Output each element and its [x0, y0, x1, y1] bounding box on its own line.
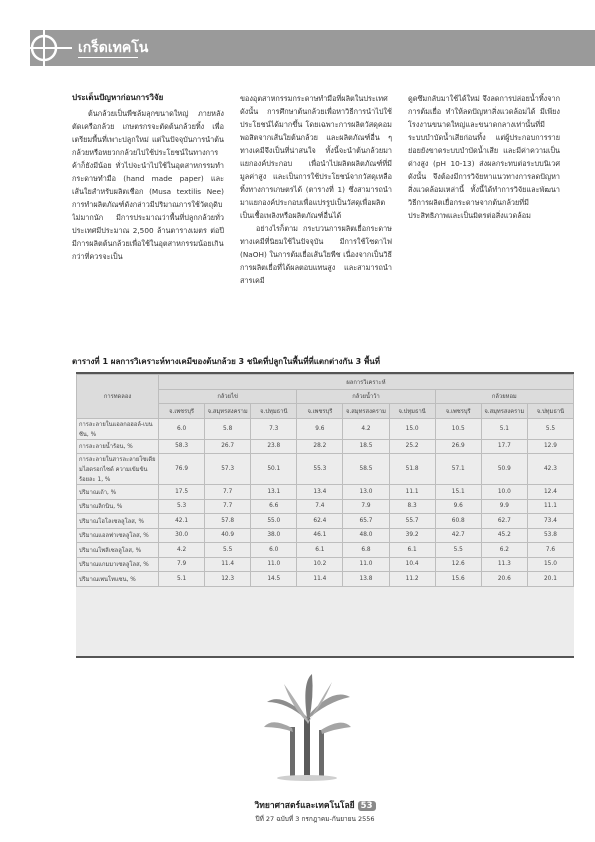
table-cell: 13.1 — [251, 485, 297, 500]
paragraph: ต้นกล้วยเป็นพืชล้มลุกขนาดใหญ่ ภายหลังตัดเครือกล้วย เกษตรกรจะตัดต้นกล้วยทิ้ง เพื่อเตรียมพื้นที่เพาะปลูกใหม่ แต่ในปัจจุบันการนำต้นกล้วยหรือหยวกกล้วยไปใช้ประโยชน์ในทางการค้าก็ยังมีน้อย ทั่วไปจะนำไปใช้ในอุตสาหกรรมทำกระดาษทำมือ (hand made paper) และเส้นใยสำหรับผลิตเชือก (Musa textilis Nee) การทำผลิตภัณฑ์ดังกล่าวมีปริมาณการใช้วัตถุดิบไม่มากนัก มีการประมาณว่าพื้นที่ปลูกกล้วยทั่วประเทศมีประมาณ 2,500 ล้านตารางเมตร ต่อปีมีการผลิตต้นกล้วยเพื่อใช้ในอุตสาหกรรมน้อยเกินกว่าที่ควรจะเป็น — [72, 109, 224, 261]
table-cell: 6.0 — [251, 543, 297, 558]
table-cell: 42.7 — [435, 528, 481, 543]
table-cell: 12.4 — [527, 485, 573, 500]
table-row-header: การทดลอง — [77, 375, 159, 419]
table-cell: 6.1 — [389, 543, 435, 558]
table-cell: 11.4 — [205, 557, 251, 572]
row-label: ปริมาณโฮโลเซลลูโลส, % — [77, 514, 159, 529]
table-cell: 62.4 — [297, 514, 343, 529]
table-cell: 42.1 — [159, 514, 205, 529]
table-row — [77, 514, 574, 529]
table-cell: 5.1 — [159, 572, 205, 587]
table-cell: 13.0 — [343, 485, 389, 500]
table-cell: 11.0 — [343, 557, 389, 572]
table-cell: 11.1 — [389, 485, 435, 500]
table-cell: 7.7 — [205, 499, 251, 514]
table-cell: 7.7 — [205, 485, 251, 500]
table-cell: 55.3 — [297, 454, 343, 485]
province-header: จ.สมุทรสงคราม — [343, 404, 389, 419]
table-cell: 6.2 — [481, 543, 527, 558]
section-title: เกร็ดเทคโน — [78, 40, 149, 56]
table-cell: 5.5 — [435, 543, 481, 558]
table-cell: 50.9 — [481, 454, 527, 485]
table-cell: 5.3 — [159, 499, 205, 514]
issue-info: ปีที่ 27 ฉบับที่ 3 กรกฎาคม-กันยายน 2556 — [255, 815, 375, 823]
table-cell: 40.9 — [205, 528, 251, 543]
table-cell: 5.8 — [205, 418, 251, 439]
table-cell: 48.0 — [343, 528, 389, 543]
table-cell: 9.9 — [481, 499, 527, 514]
row-label: ปริมาณโพลีเซลลูโลส, % — [77, 543, 159, 558]
table-cell: 8.3 — [389, 499, 435, 514]
table-cell: 46.1 — [297, 528, 343, 543]
table-cell: 7.3 — [251, 418, 297, 439]
table-cell: 10.5 — [435, 418, 481, 439]
table-cell: 5.5 — [527, 418, 573, 439]
table-cell: 60.8 — [435, 514, 481, 529]
row-label: การละลายน้ำร้อน, % — [77, 439, 159, 454]
section-title-underline — [78, 57, 138, 58]
province-header: จ.สมุทรสงคราม — [205, 404, 251, 419]
table-cell: 65.7 — [343, 514, 389, 529]
province-header: จ.สมุทรสงคราม — [481, 404, 527, 419]
table-cell: 38.0 — [251, 528, 297, 543]
table-cell: 6.1 — [297, 543, 343, 558]
table-cell: 25.2 — [389, 439, 435, 454]
banana-plant-illustration — [262, 672, 352, 782]
row-label: ปริมาณแกมมาเซลลูโลส, % — [77, 557, 159, 572]
table-cell: 11.1 — [527, 499, 573, 514]
table-cell: 50.1 — [251, 454, 297, 485]
table-cell: 11.0 — [251, 557, 297, 572]
table-cell: 20.6 — [481, 572, 527, 587]
province-header: จ.เพชรบุรี — [159, 404, 205, 419]
table-row — [77, 485, 574, 500]
table-cell: 13.4 — [297, 485, 343, 500]
article-column-2 — [240, 92, 392, 342]
row-label: ปริมาณลิกนิน, % — [77, 499, 159, 514]
section-header — [30, 30, 595, 66]
table-cell: 13.8 — [343, 572, 389, 587]
table-row — [77, 499, 574, 514]
row-label: ปริมาณเถ้า, % — [77, 485, 159, 500]
province-header: จ.เพชรบุรี — [297, 404, 343, 419]
table-cell: 11.3 — [481, 557, 527, 572]
table-row — [77, 454, 574, 485]
table-cell: 57.1 — [435, 454, 481, 485]
table-cell: 9.6 — [435, 499, 481, 514]
table-cell: 11.4 — [297, 572, 343, 587]
table-cell: 57.8 — [205, 514, 251, 529]
table-group-header: ผลการวิเคราะห์ — [159, 375, 574, 390]
journal-name — [240, 798, 390, 812]
table-caption: ตารางที่ 1 ผลการวิเคราะห์ทางเคมีของต้นกล้วย 3 ชนิดที่ปลูกในพื้นที่ที่แตกต่างกัน 3 พื้นที่ — [72, 357, 380, 366]
table-cell: 4.2 — [343, 418, 389, 439]
table-cell: 11.2 — [389, 572, 435, 587]
table-cell: 12.6 — [435, 557, 481, 572]
row-label: การละลายในแอลกอฮอล์-เบนซีน, % — [77, 418, 159, 439]
table-cell: 12.9 — [527, 439, 573, 454]
variety-header: กล้วยน้ำว้า — [297, 389, 435, 404]
article-body — [72, 92, 577, 342]
crosshair-icon — [22, 18, 72, 78]
variety-header: กล้วยหอม — [435, 389, 573, 404]
paragraph: อย่างไรก็ตาม กระบวนการผลิตเยื่อกระดาษทางเคมีที่นิยมใช้ในปัจจุบัน มีการใช้โซดาไฟ (NaOH) ในการต้มเยื่อเส้นใยพืช เนื่องจากเป็นวิธีการผลิตเยื่อที่ได้ผลตอบแทนสูง และสามารถนำสารเคมี — [240, 224, 392, 285]
table-row — [77, 543, 574, 558]
table-cell: 58.3 — [159, 439, 205, 454]
table-cell: 5.5 — [205, 543, 251, 558]
table-cell: 42.3 — [527, 454, 573, 485]
table-cell: 15.0 — [527, 557, 573, 572]
table-cell: 7.6 — [527, 543, 573, 558]
province-header: จ.ปทุมธานี — [251, 404, 297, 419]
table-body — [77, 418, 574, 586]
table-cell: 20.1 — [527, 572, 573, 587]
table-cell: 53.8 — [527, 528, 573, 543]
table-cell: 62.7 — [481, 514, 527, 529]
table-cell: 55.7 — [389, 514, 435, 529]
table-row — [77, 439, 574, 454]
table-cell: 18.5 — [343, 439, 389, 454]
table-cell: 7.4 — [297, 499, 343, 514]
row-label: ปริมาณแอลฟาเซลลูโลส, % — [77, 528, 159, 543]
table-cell: 23.8 — [251, 439, 297, 454]
table-cell: 9.6 — [297, 418, 343, 439]
variety-header: กล้วยไข่ — [159, 389, 297, 404]
table-row — [77, 418, 574, 439]
table-cell: 12.3 — [205, 572, 251, 587]
table-cell: 30.0 — [159, 528, 205, 543]
table-cell: 6.6 — [251, 499, 297, 514]
table-cell: 51.8 — [389, 454, 435, 485]
section-heading: ประเด็นปัญหาก่อนการวิจัย — [72, 93, 164, 102]
province-header: จ.ปทุมธานี — [527, 404, 573, 419]
table-cell: 10.4 — [389, 557, 435, 572]
table-cell: 6.8 — [343, 543, 389, 558]
table-cell: 55.0 — [251, 514, 297, 529]
table-row — [77, 528, 574, 543]
row-label: ปริมาณเพนโทแซน, % — [77, 572, 159, 587]
page-number: 53 — [358, 801, 376, 811]
table-cell: 57.3 — [205, 454, 251, 485]
row-label: การละลายในสารละลายโซเดียมไฮดรอกไซด์ ความเข้มข้นร้อยละ 1, % — [77, 454, 159, 485]
table-cell: 10.0 — [481, 485, 527, 500]
analysis-table — [76, 372, 574, 658]
table-cell: 26.9 — [435, 439, 481, 454]
journal-title: วิทยาศาสตร์และเทคโนโลยี — [254, 801, 355, 811]
table-cell: 5.1 — [481, 418, 527, 439]
province-header: จ.เพชรบุรี — [435, 404, 481, 419]
table-cell: 73.4 — [527, 514, 573, 529]
table-cell: 14.5 — [251, 572, 297, 587]
table-cell: 17.7 — [481, 439, 527, 454]
table-cell: 15.6 — [435, 572, 481, 587]
table-cell: 6.0 — [159, 418, 205, 439]
table-cell: 7.9 — [343, 499, 389, 514]
paragraph: ดูดซึมกลับมาใช้ได้ใหม่ จึงลดการปล่อยน้ำทิ้งจากการต้มเยื่อ ทำให้ลดปัญหาสิ่งแวดล้อมได้ มีเพียงโรงงานขนาดใหญ่และขนาดกลางเท่านั้นที่มีระบบบำบัดน้ำเสียก่อนทิ้ง แต่ผู้ประกอบการรายย่อยยังขาดระบบบำบัดน้ำเสีย และมีค่าความเป็นด่างสูง (pH 10-13) ส่งผลกระทบต่อระบบนิเวศ ดังนั้น จึงต้องมีการวิจัยหาแนวทางการลดปัญหาสิ่งแวดล้อมเหล่านี้ ทั้งนี้ได้ทำการวิจัยและพัฒนาวิธีการผลิตเยื่อกระดาษจากต้นกล้วยที่มีประสิทธิภาพและเป็นมิตรต่อสิ่งแวดล้อม — [408, 94, 560, 220]
article-column-1 — [72, 92, 224, 342]
table-cell: 58.5 — [343, 454, 389, 485]
table-cell: 17.5 — [159, 485, 205, 500]
article-column-3 — [408, 92, 560, 342]
table-row — [77, 572, 574, 587]
table-cell: 7.9 — [159, 557, 205, 572]
table-cell: 4.2 — [159, 543, 205, 558]
province-header: จ.ปทุมธานี — [389, 404, 435, 419]
table-cell: 15.0 — [389, 418, 435, 439]
table-cell: 10.2 — [297, 557, 343, 572]
table-row — [77, 557, 574, 572]
table-cell: 28.2 — [297, 439, 343, 454]
table-cell: 39.2 — [389, 528, 435, 543]
paragraph: ของอุตสาหกรรมกระดาษทำมือที่ผลิตในประเทศ ดังนั้น การศึกษาต้นกล้วยเพื่อหาวิธีการนำไปใช้ประโยชน์ได้มากขึ้น โดยเฉพาะการผลิตวัสดุคอมพอสิตจากเส้นใยต้นกล้วย และผลิตภัณฑ์อื่น ๆ ทางเคมีจึงเป็นที่น่าสนใจ ทั้งนี้จะนำต้นกล้วยมาแยกองค์ประกอบ เพื่อนำไปผลิตผลิตภัณฑ์ที่มีมูลค่าสูง และเป็นการใช้ประโยชน์จากวัสดุเหลือทิ้งทางการเกษตรได้ (ตารางที่ 1) ซึ่งสามารถนำมาแยกองค์ประกอบเพื่อแปรรูปเป็นวัสดุเพื่อผลิตเป็นเชื้อเพลิงหรือผลิตภัณฑ์อื่นได้ — [240, 94, 392, 220]
table-cell: 45.2 — [481, 528, 527, 543]
table-cell: 76.9 — [159, 454, 205, 485]
page-footer — [240, 798, 390, 824]
table-cell: 15.1 — [435, 485, 481, 500]
table-cell: 26.7 — [205, 439, 251, 454]
